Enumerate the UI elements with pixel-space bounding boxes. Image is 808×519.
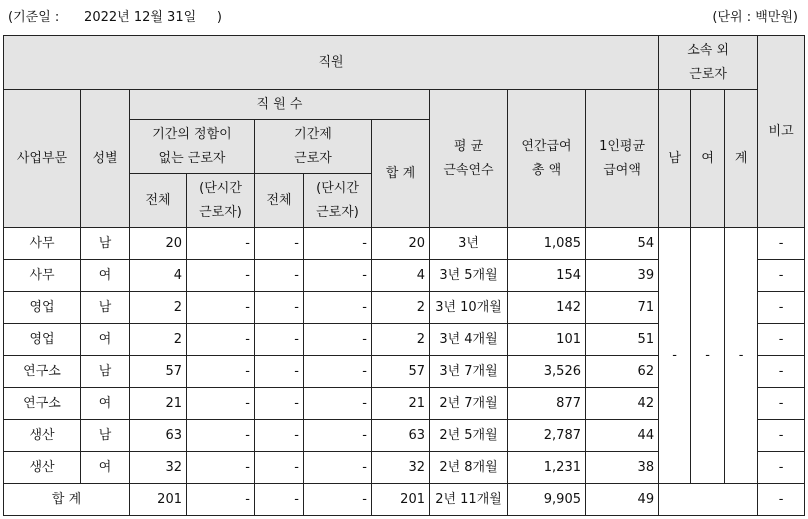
- pay-per-person-cell: 44: [586, 420, 659, 452]
- contract-all-cell: -: [255, 452, 304, 484]
- total-label: 합 계: [4, 484, 130, 516]
- table-row: [4, 228, 805, 260]
- division-cell: 영업: [4, 324, 81, 356]
- contract-all-header: 전체: [255, 174, 304, 228]
- avg-tenure-cell: 3년 5개월: [430, 260, 508, 292]
- headcount-header: 직 원 수: [130, 90, 430, 120]
- total-outside-blank: [659, 484, 758, 516]
- contract-all-cell: -: [255, 228, 304, 260]
- gender-header: 성별: [81, 90, 130, 228]
- regular-all-cell: 2: [130, 324, 187, 356]
- remark-cell: -: [758, 260, 805, 292]
- contract-all-cell: -: [255, 260, 304, 292]
- avg-tenure-cell: 2년 8개월: [430, 452, 508, 484]
- avg-tenure-cell: 3년 4개월: [430, 324, 508, 356]
- division-cell: 생산: [4, 452, 81, 484]
- regular-all-cell: 21: [130, 388, 187, 420]
- regular-parttime-cell: -: [187, 452, 255, 484]
- avg-tenure-cell: 2년 7개월: [430, 388, 508, 420]
- regular-parttime-header: (단시간 근로자): [187, 174, 255, 228]
- avg-tenure-cell: 3년: [430, 228, 508, 260]
- regular-parttime-cell: -: [187, 388, 255, 420]
- total-pay-cell: 1,085: [508, 228, 586, 260]
- total-pay-cell: 101: [508, 324, 586, 356]
- gender-cell: 여: [81, 260, 130, 292]
- remark-cell: -: [758, 324, 805, 356]
- contract-parttime-cell: -: [304, 420, 372, 452]
- outside-female-header: 여: [691, 90, 725, 228]
- total-regular-all: 201: [130, 484, 187, 516]
- division-cell: 생산: [4, 420, 81, 452]
- contract-parttime-cell: -: [304, 388, 372, 420]
- contract-parttime-cell: -: [304, 324, 372, 356]
- pay-per-person-cell: 51: [586, 324, 659, 356]
- avg-tenure-header: 평 균 근속연수: [430, 90, 508, 228]
- gender-cell: 여: [81, 324, 130, 356]
- headcount-sum-cell: 2: [372, 292, 430, 324]
- outside-male-cell: -: [659, 228, 691, 484]
- regular-workers-header: 기간의 정함이 없는 근로자: [130, 120, 255, 174]
- regular-parttime-cell: -: [187, 324, 255, 356]
- table-caption: [8, 4, 800, 26]
- pay-per-person-cell: 54: [586, 228, 659, 260]
- pay-per-person-cell: 71: [586, 292, 659, 324]
- avg-tenure-cell: 3년 10개월: [430, 292, 508, 324]
- avg-tenure-cell: 3년 7개월: [430, 356, 508, 388]
- contract-parttime-cell: -: [304, 452, 372, 484]
- contract-workers-header: 기간제 근로자: [255, 120, 372, 174]
- contract-all-cell: -: [255, 388, 304, 420]
- contract-all-cell: -: [255, 292, 304, 324]
- division-header: 사업부문: [4, 90, 81, 228]
- regular-all-header: 전체: [130, 174, 187, 228]
- headcount-sum-cell: 21: [372, 388, 430, 420]
- remark-cell: -: [758, 420, 805, 452]
- total-total-pay: 9,905: [508, 484, 586, 516]
- division-cell: 연구소: [4, 388, 81, 420]
- regular-all-cell: 4: [130, 260, 187, 292]
- headcount-sum-header: 합 계: [372, 120, 430, 228]
- contract-all-cell: -: [255, 356, 304, 388]
- total-avg-tenure: 2년 11개월: [430, 484, 508, 516]
- contract-all-cell: -: [255, 420, 304, 452]
- staff-header: 직원: [4, 36, 659, 90]
- contract-parttime-cell: -: [304, 260, 372, 292]
- remark-cell: -: [758, 228, 805, 260]
- headcount-sum-cell: 20: [372, 228, 430, 260]
- gender-cell: 여: [81, 452, 130, 484]
- regular-all-cell: 20: [130, 228, 187, 260]
- division-cell: 사무: [4, 260, 81, 292]
- headcount-sum-cell: 63: [372, 420, 430, 452]
- gender-cell: 여: [81, 388, 130, 420]
- outside-male-header: 남: [659, 90, 691, 228]
- regular-parttime-cell: -: [187, 356, 255, 388]
- regular-all-cell: 32: [130, 452, 187, 484]
- outside-total-cell: -: [725, 228, 758, 484]
- remark-cell: -: [758, 388, 805, 420]
- remark-cell: -: [758, 452, 805, 484]
- pay-per-person-cell: 39: [586, 260, 659, 292]
- total-contract-all: -: [255, 484, 304, 516]
- contract-parttime-cell: -: [304, 356, 372, 388]
- outside-female-cell: -: [691, 228, 725, 484]
- base-date: (기준일 : 2022년 12월 31일 ): [8, 10, 222, 25]
- remark-cell: -: [758, 356, 805, 388]
- regular-all-cell: 63: [130, 420, 187, 452]
- pay-per-person-cell: 38: [586, 452, 659, 484]
- contract-parttime-header: (단시간 근로자): [304, 174, 372, 228]
- total-pay-cell: 2,787: [508, 420, 586, 452]
- pay-per-person-header: 1인평균 급여액: [586, 90, 659, 228]
- total-pay-cell: 154: [508, 260, 586, 292]
- headcount-sum-cell: 32: [372, 452, 430, 484]
- total-headcount-sum: 201: [372, 484, 430, 516]
- total-pay-cell: 877: [508, 388, 586, 420]
- regular-parttime-cell: -: [187, 420, 255, 452]
- division-cell: 사무: [4, 228, 81, 260]
- total-pay-cell: 142: [508, 292, 586, 324]
- gender-cell: 남: [81, 356, 130, 388]
- contract-parttime-cell: -: [304, 228, 372, 260]
- regular-parttime-cell: -: [187, 260, 255, 292]
- headcount-sum-cell: 2: [372, 324, 430, 356]
- outside-total-header: 계: [725, 90, 758, 228]
- regular-all-cell: 2: [130, 292, 187, 324]
- remark-cell: -: [758, 292, 805, 324]
- headcount-sum-cell: 4: [372, 260, 430, 292]
- total-remark: -: [758, 484, 805, 516]
- division-cell: 연구소: [4, 356, 81, 388]
- employee-status-table: [3, 35, 805, 516]
- total-regular-parttime: -: [187, 484, 255, 516]
- gender-cell: 남: [81, 420, 130, 452]
- division-cell: 영업: [4, 292, 81, 324]
- headcount-sum-cell: 57: [372, 356, 430, 388]
- avg-tenure-cell: 2년 5개월: [430, 420, 508, 452]
- total-pay-per-person: 49: [586, 484, 659, 516]
- remark-header: 비고: [758, 36, 805, 228]
- total-pay-cell: 3,526: [508, 356, 586, 388]
- total-contract-parttime: -: [304, 484, 372, 516]
- gender-cell: 남: [81, 228, 130, 260]
- total-pay-cell: 1,231: [508, 452, 586, 484]
- regular-parttime-cell: -: [187, 292, 255, 324]
- outside-workers-header: 소속 외 근로자: [659, 36, 758, 90]
- gender-cell: 남: [81, 292, 130, 324]
- pay-per-person-cell: 42: [586, 388, 659, 420]
- pay-per-person-cell: 62: [586, 356, 659, 388]
- regular-all-cell: 57: [130, 356, 187, 388]
- total-pay-header: 연간급여 총 액: [508, 90, 586, 228]
- total-row: [4, 484, 805, 516]
- unit-label: (단위 : 백만원): [712, 10, 798, 25]
- regular-parttime-cell: -: [187, 228, 255, 260]
- contract-parttime-cell: -: [304, 292, 372, 324]
- contract-all-cell: -: [255, 324, 304, 356]
